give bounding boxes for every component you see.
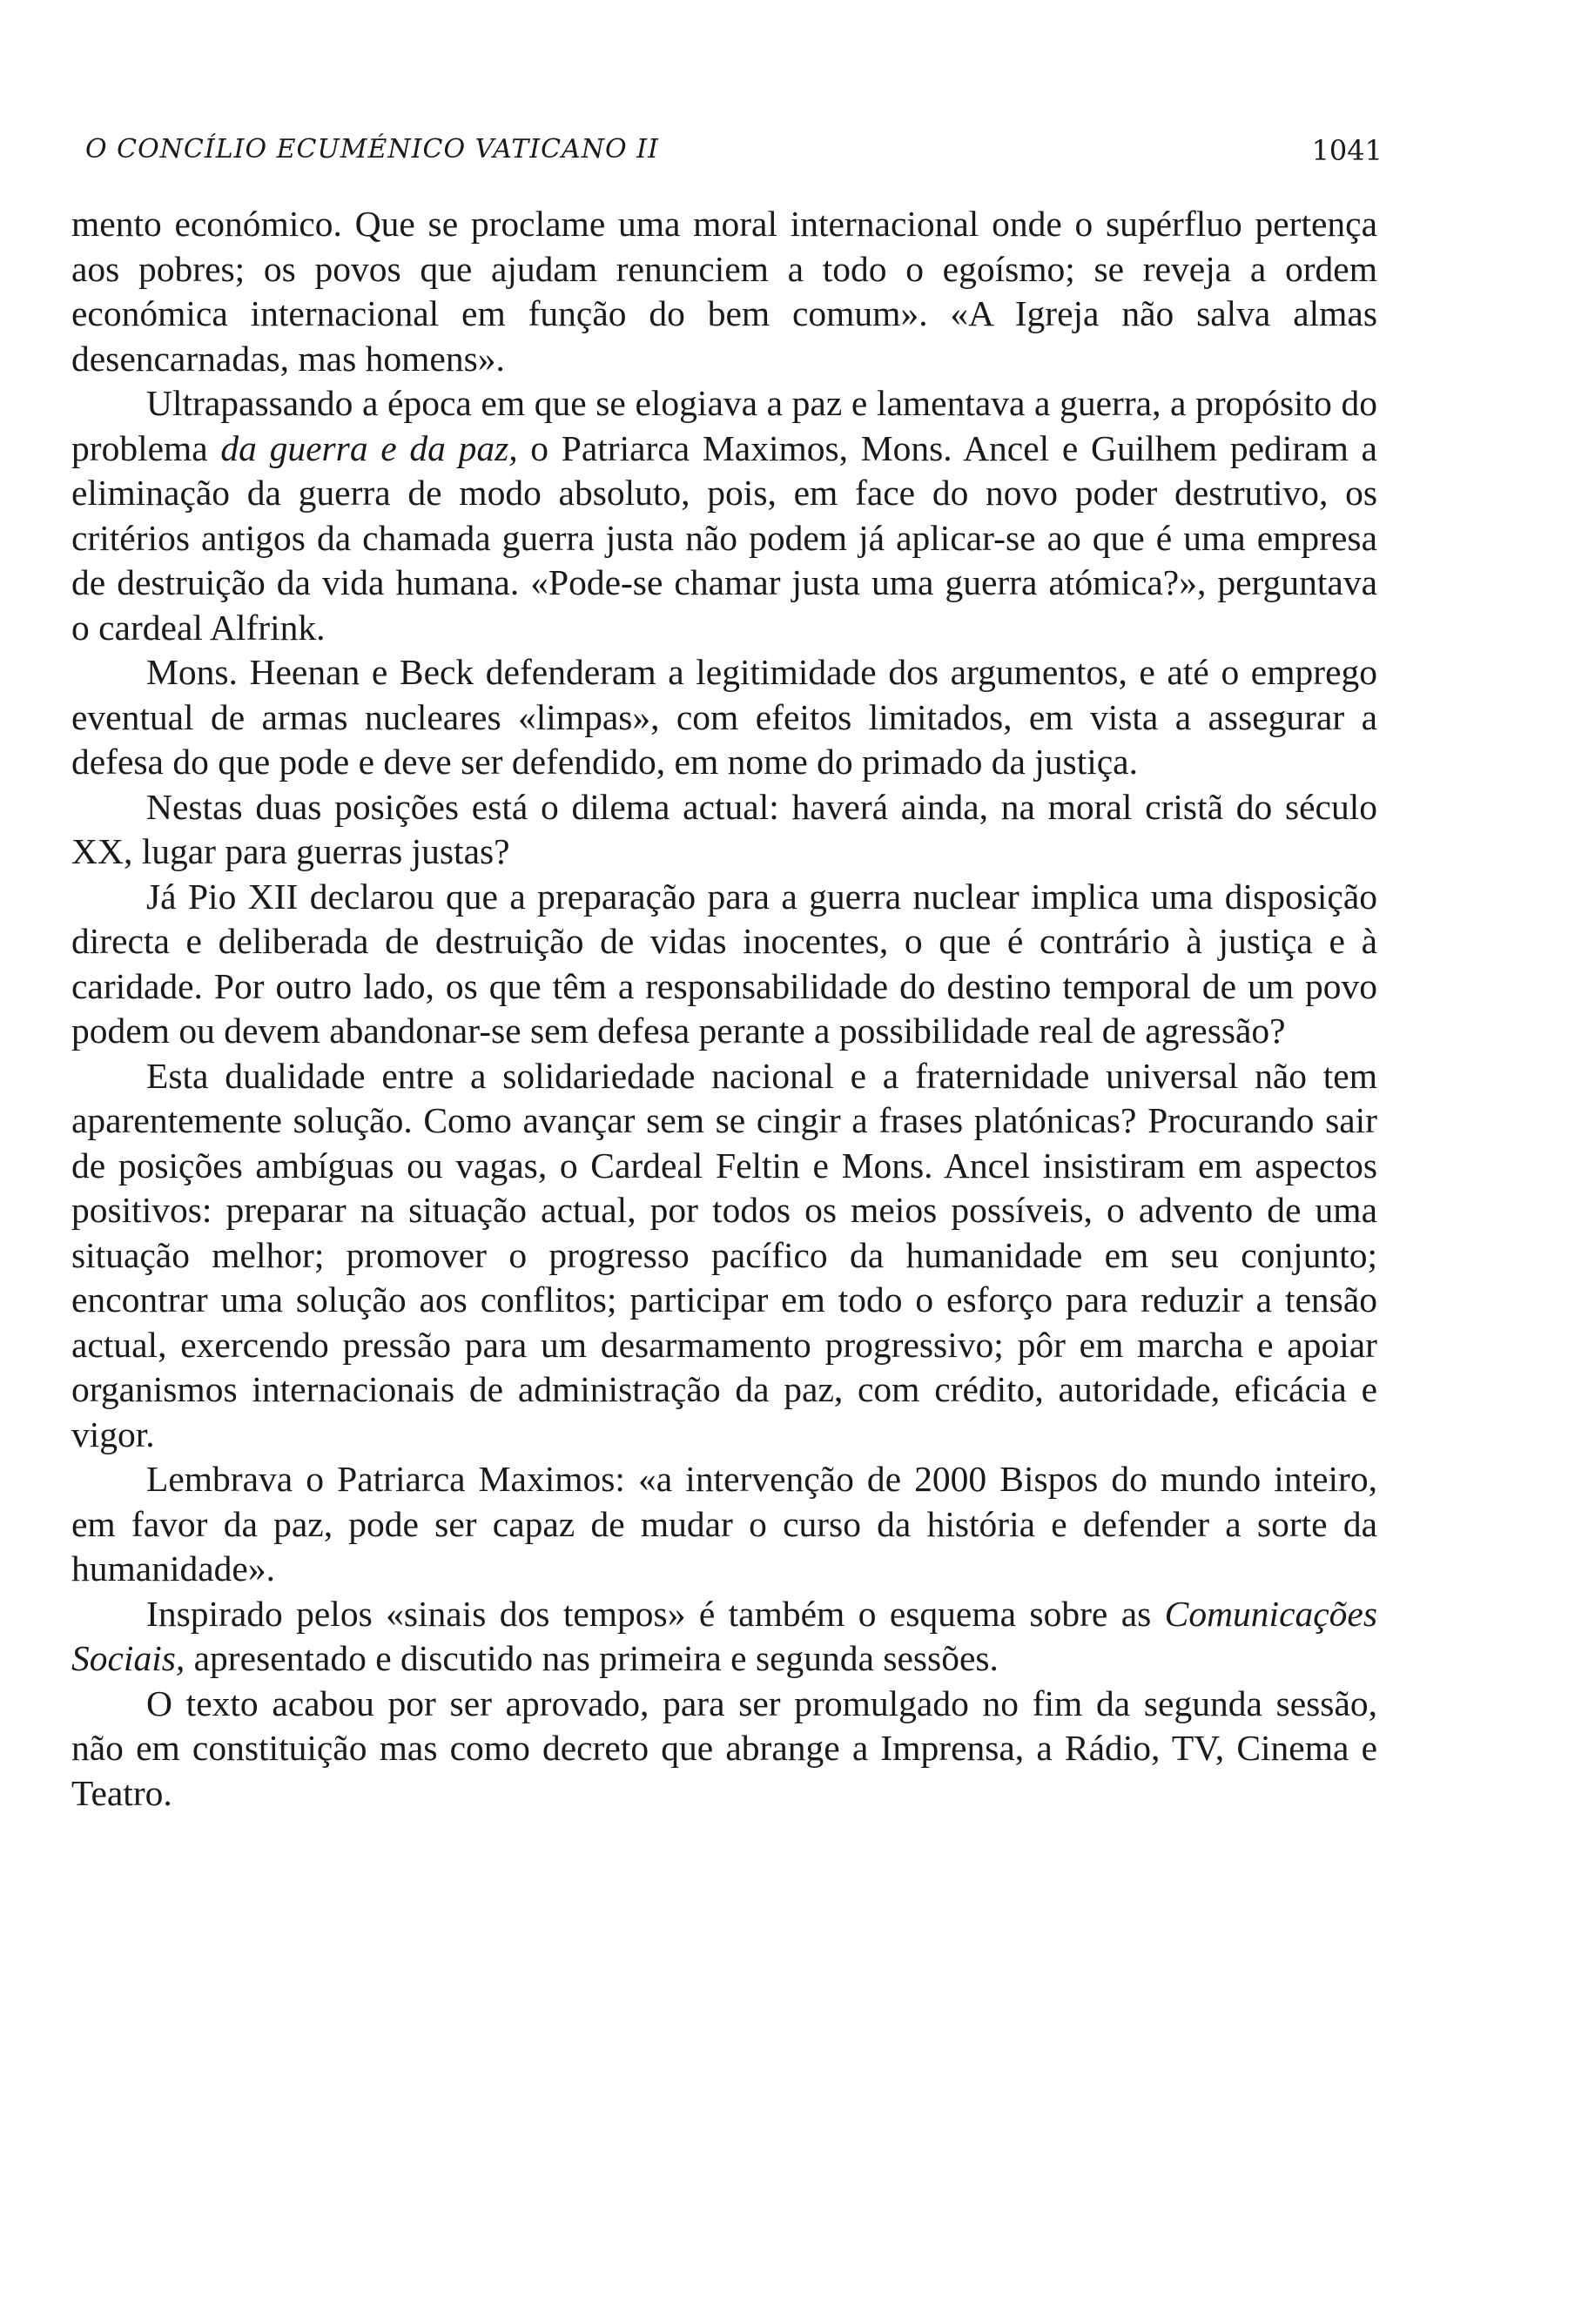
page-number: 1041: [1311, 134, 1383, 167]
paragraph: Esta dualidade entre a solidariedade nacional e a fraternidade universal não tem aparentemente solução. Como avançar sem se cingir a frases platónicas? Procurando sair de posições ambíguas ou vagas, o Cardeal Feltin e Mons. Ancel insistiram em aspectos positivos: preparar na situação actual, por todos os meios possíveis, o advento de uma situação melhor; promover o progresso pacífico da humanidade em seu conjunto; encontrar uma solução aos conflitos; participar em todo o esforço para reduzir a tensão actual, exercendo pressão para um desarmamento progressivo; pôr em marcha e apoiar organismos internacionais de administração da paz, com crédito, autoridade, eficácia e vigor.: [71, 1055, 1377, 1454]
paragraph: Já Pio XII declarou que a preparação para a guerra nuclear implica uma disposição directa e deliberada de destruição de vidas inocentes, o que é contrário à justiça e à caridade. Por outro lado, os que têm a responsabilidade do destino temporal de um povo podem ou devem abandonar-se sem defesa perante a possibilidade real de agressão?: [71, 876, 1377, 1051]
running-head: [71, 113, 1383, 183]
paragraph: [71, 381, 1377, 650]
running-head-title: O CONCÍLIO ECUMÉNICO VATICANO II: [85, 134, 659, 165]
italic-phrase: Comunicações Sociais,: [71, 1593, 1377, 1678]
paragraph: O texto acabou por ser aprovado, para ser promulgado no fim da segunda sessão, não em constituição mas como decreto que abrange a Imprensa, a Rádio, TV, Cinema e Teatro.: [71, 1683, 1377, 1813]
body-text: [71, 202, 1377, 1816]
paragraph: [71, 1592, 1377, 1682]
book-page: [71, 113, 1383, 1816]
paragraph-text: Inspirado pelos «sinais dos tempos» é também o esquema sobre as: [146, 1593, 1165, 1634]
paragraph: Mons. Heenan e Beck defenderam a legitimidade dos argumentos, e até o emprego eventual de armas nucleares «limpas», com efeitos limitados, em vista a assegurar a defesa do que pode e deve ser defendido, em nome do primado da justiça.: [71, 652, 1377, 782]
paragraph: Nestas duas posições está o dilema actual: haverá ainda, na moral cristã do século XX, lugar para guerras justas?: [71, 786, 1377, 871]
italic-phrase: da guerra e da paz,: [220, 427, 518, 468]
paragraph-text: apresentado e discutido nas primeira e segunda sessões.: [185, 1638, 999, 1678]
paragraph-text: Ultrapassando a época em que se elogiava a paz e lamentava a guerra, a propósito do problema: [71, 383, 1377, 468]
paragraph: Lembrava o Patriarca Maximos: «a intervenção de 2000 Bispos do mundo inteiro, em favor da paz, pode ser capaz de mudar o curso da história e defender a sorte da humanidade».: [71, 1459, 1377, 1589]
paragraph-text: o Patriarca Maximos, Mons. Ancel e Guilhem pediram a eliminação da guerra de modo absoluto, pois, em face do novo poder destrutivo, os critérios antigos da chamada guerra justa não podem já aplicar-se ao que é uma empresa de destruição da vida humana. «Pode-se chamar justa uma guerra atómica?», perguntava o cardeal Alfrink.: [71, 427, 1377, 648]
paragraph: mento económico. Que se proclame uma moral internacional onde o supérfluo pertença aos pobres; os povos que ajudam renunciem a todo o egoísmo; se reveja a ordem económica internacional em função do bem comum». «A Igreja não salva almas desencarnadas, mas homens».: [71, 204, 1377, 379]
